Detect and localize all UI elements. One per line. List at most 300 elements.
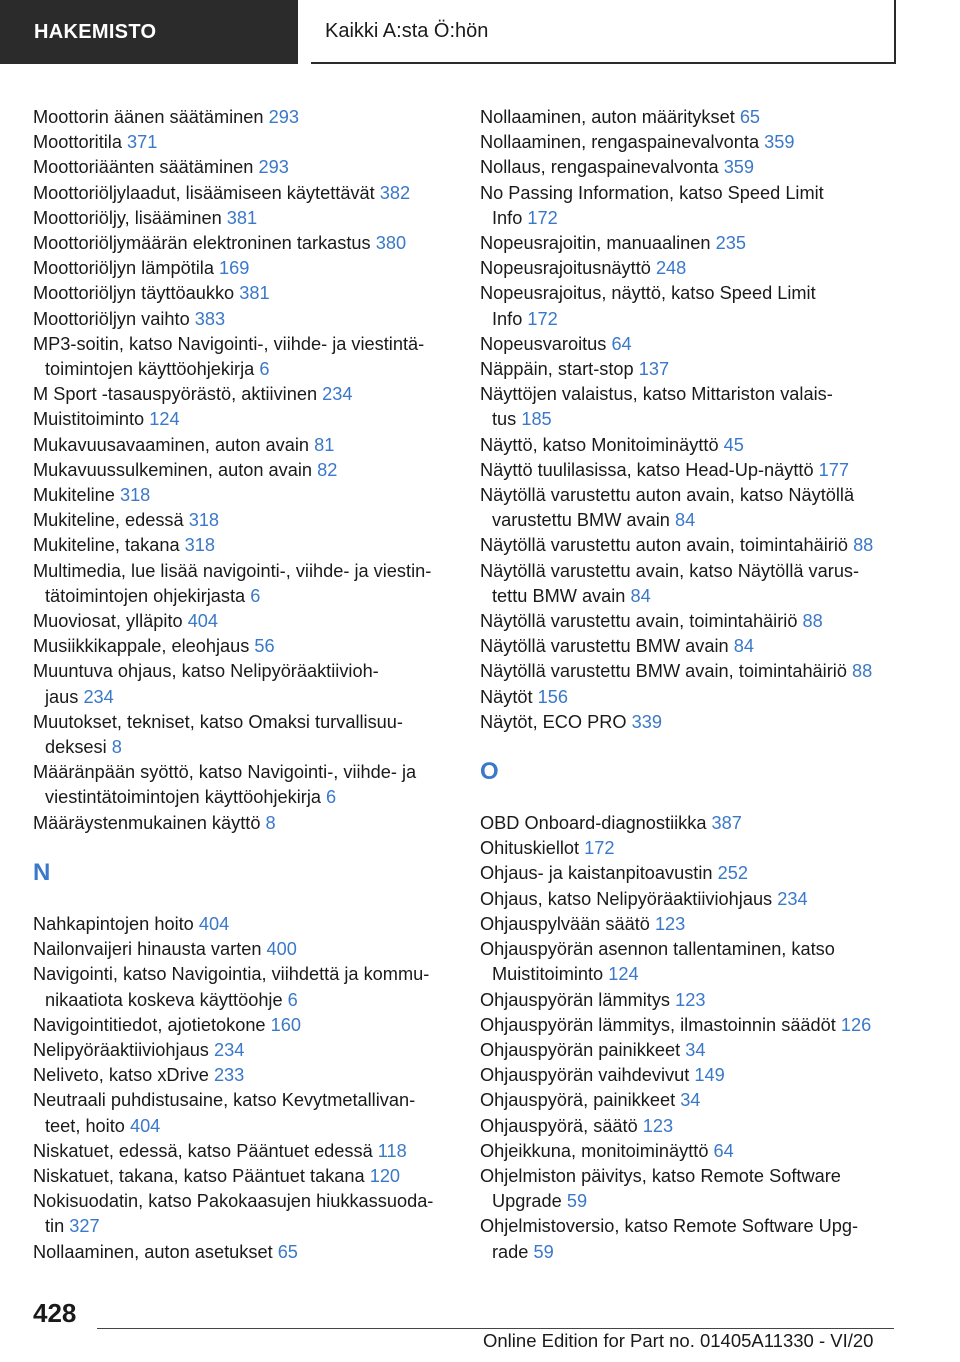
page-reference-link[interactable]: 123	[675, 989, 706, 1010]
page-reference-link[interactable]: 235	[715, 233, 746, 254]
index-entry-text: Näyttö tuulilasissa, katso Head-Up-näyttö	[480, 459, 814, 480]
index-entry	[480, 1013, 920, 1038]
index-entry-text: Nollaaminen, auton määritykset	[480, 107, 735, 127]
page-reference-link[interactable]: 382	[379, 182, 411, 203]
index-entry-text: Ohjauspyörän vaihdevivut	[480, 1065, 690, 1086]
entry-line-wrapper	[33, 1141, 407, 1161]
index-entry	[33, 710, 458, 760]
entry-line-wrapper	[33, 107, 299, 127]
page-reference-link[interactable]: 56	[254, 636, 275, 657]
entry-line-wrapper	[33, 939, 297, 959]
entry-line-wrapper	[33, 233, 406, 253]
entry-line-wrapper	[33, 636, 275, 656]
entry-line-wrapper	[480, 307, 920, 332]
index-entry-continuation: tus	[492, 409, 517, 430]
index-entry	[480, 1063, 920, 1088]
index-entry-text: Nailonvaijeri hinausta varten	[33, 939, 262, 960]
index-entry-text: Navigointitiedot, ajotietokone	[33, 1014, 266, 1035]
page-reference-link[interactable]: 359	[764, 132, 795, 153]
entry-line-wrapper	[33, 1214, 458, 1239]
index-entry-text: Nollaaminen, auton asetukset	[33, 1241, 273, 1262]
index-entry	[480, 483, 920, 533]
index-entry	[33, 130, 458, 155]
entry-line-wrapper	[480, 535, 873, 555]
page-reference-link[interactable]: 172	[527, 207, 558, 228]
index-entry-text: Nopeusrajoitusnäyttö	[480, 258, 651, 279]
index-entry-text: Mukiteline	[33, 485, 115, 506]
index-entry	[480, 1038, 920, 1063]
index-entry-text: Mukavuussulkeminen, auton avain	[33, 459, 313, 480]
index-entry-continuation: deksesi	[45, 737, 107, 758]
index-entry-text: Muistitoiminto	[33, 409, 145, 430]
index-entry	[480, 609, 920, 634]
page-reference-link[interactable]: 137	[638, 359, 670, 380]
index-entry	[480, 231, 920, 256]
page-reference-link[interactable]: 124	[149, 409, 180, 430]
page-number: 428	[33, 1298, 77, 1328]
index-entry-continuation: nikaatiota koskeva käyttöohje	[45, 989, 283, 1010]
entry-line-wrapper	[33, 435, 334, 455]
page-reference-link[interactable]: 59	[566, 1191, 588, 1212]
index-entry-text: MP3-soitin, katso Navigointi-, viihde- ja viestintä-	[33, 333, 425, 354]
index-entry	[33, 559, 458, 609]
index-entry-continuation: toimintojen käyttöohjekirja	[45, 359, 255, 380]
index-entry-continuation: teet, hoito	[45, 1115, 125, 1136]
page-reference-link[interactable]: 84	[674, 510, 696, 531]
entry-line-wrapper	[480, 460, 849, 480]
page-reference-link[interactable]: 381	[226, 207, 258, 228]
page-reference-link[interactable]: 81	[314, 434, 335, 455]
page-reference-link[interactable]: 84	[630, 585, 651, 606]
index-entry	[33, 256, 458, 281]
entry-line-wrapper	[33, 384, 352, 404]
index-entry-text: Mukavuusavaaminen, auton avain	[33, 434, 310, 455]
index-entry-text: Ohjauspyörä, painikkeet	[480, 1090, 676, 1111]
index-entry-continuation: Muistitoiminto	[492, 964, 604, 985]
index-entry	[480, 937, 920, 987]
entry-line-wrapper	[33, 357, 458, 382]
entry-line-wrapper	[33, 1040, 244, 1060]
page-reference-link[interactable]: 118	[377, 1140, 407, 1161]
index-entry-text: OBD Onboard-diagnostiikka	[480, 813, 707, 834]
index-letter-heading: N	[33, 858, 51, 886]
entry-line-wrapper	[480, 1040, 705, 1060]
index-entry-text: Moottoriäänten säätäminen	[33, 157, 254, 178]
index-entry	[33, 962, 458, 1012]
entry-line-wrapper	[480, 687, 568, 707]
index-entry-text: Neliveto, katso xDrive	[33, 1065, 209, 1086]
index-entry-text: Muuntuva ohjaus, katso Nelipyöräaktiivioh-	[33, 661, 379, 682]
section-title: Kaikki A:sta Ö:hön	[311, 0, 896, 64]
entry-line-wrapper	[480, 1141, 734, 1161]
page-reference-link[interactable]: 293	[258, 157, 289, 178]
entry-line-wrapper	[33, 1015, 301, 1035]
page-reference-link[interactable]: 404	[187, 611, 219, 632]
index-entry	[33, 1063, 458, 1088]
entry-line-wrapper	[33, 460, 337, 480]
index-entry-continuation: Info	[492, 207, 523, 228]
entry-line-wrapper	[480, 1015, 871, 1035]
footer-divider	[97, 1328, 894, 1329]
index-entry	[480, 912, 920, 937]
page-reference-link[interactable]: 400	[266, 939, 297, 960]
entry-line-wrapper	[33, 785, 458, 810]
entry-line-wrapper	[33, 914, 229, 934]
index-entry-text: Ohjaus, katso Nelipyöräaktiiviohjaus	[480, 888, 773, 909]
index-entry	[480, 1164, 920, 1214]
index-entry-text: Näytöllä varustettu BMW avain, toimintahäiriö	[480, 661, 847, 682]
entry-line-wrapper	[33, 183, 410, 203]
index-entry-text: Moottoriöljy, lisääminen	[33, 207, 222, 228]
page-reference-link[interactable]: 84	[733, 636, 754, 657]
page-reference-link[interactable]: 359	[723, 157, 755, 178]
entry-line-wrapper	[33, 1166, 400, 1186]
index-entry	[480, 281, 920, 331]
entry-line-wrapper	[480, 889, 808, 909]
index-entry	[480, 256, 920, 281]
entry-line-wrapper	[480, 359, 669, 379]
page-reference-link[interactable]: 64	[611, 333, 632, 354]
index-entry-continuation: tettu BMW avain	[492, 585, 626, 606]
index-entry	[33, 206, 458, 231]
index-entry-text: Näytöllä varustettu BMW avain	[480, 636, 729, 657]
index-entry-text: Ohjeikkuna, monitoiminäyttö	[480, 1140, 709, 1161]
page-reference-link[interactable]: 124	[608, 964, 639, 985]
page-reference-link[interactable]: 371	[127, 132, 158, 153]
index-entry	[33, 1164, 458, 1189]
page-reference-link[interactable]: 34	[685, 1039, 706, 1060]
entry-line-wrapper	[480, 990, 705, 1010]
index-entry-text: Nollaus, rengaspainevalvonta	[480, 157, 719, 178]
entry-line-wrapper	[480, 107, 760, 127]
page-reference-link[interactable]: 172	[584, 838, 615, 859]
entry-line-wrapper	[33, 283, 270, 303]
footer-edition-text: Online Edition for Part no. 01405A11330 - VI/20	[483, 1330, 874, 1351]
index-entry-text: Moottoriöljymäärän elektroninen tarkastus	[33, 233, 371, 254]
index-entry-text: Näytöt	[480, 686, 533, 707]
index-entry	[33, 1240, 458, 1265]
index-entry	[33, 181, 458, 206]
index-entry-text: Navigointi, katso Navigointia, viihdettä ja kommu-	[33, 964, 430, 985]
index-entry-text: Ohjauspyörä, säätö	[480, 1115, 638, 1136]
index-entry	[480, 811, 920, 836]
index-entry	[480, 634, 920, 659]
index-entry-text: Nopeusvaroitus	[480, 333, 607, 354]
index-entry-text: Ohjauspyörän lämmitys, ilmastoinnin säädöt	[480, 1014, 836, 1035]
page-reference-link[interactable]: 172	[527, 308, 558, 329]
page-reference-link[interactable]: 65	[277, 1241, 298, 1262]
index-entry	[33, 307, 458, 332]
index-entry	[33, 483, 458, 508]
page-reference-link[interactable]: 234	[322, 384, 353, 405]
index-entry-text: Moottoriöljyn vaihto	[33, 308, 190, 329]
index-entry-continuation: viestintätoimintojen käyttöohjekirja	[45, 787, 321, 808]
index-entry-text: Näytöllä varustettu auton avain, toimintahäiriö	[480, 535, 848, 556]
index-entry	[33, 912, 458, 937]
index-entry	[480, 988, 920, 1013]
index-entry-text: Ohjaus- ja kaistanpitoavustin	[480, 863, 713, 884]
index-entry-text: Multimedia, lue lisää navigointi-, viihde- ja viestin-	[33, 560, 432, 581]
index-letter-heading: O	[480, 758, 499, 786]
index-entry	[480, 433, 920, 458]
page-reference-link[interactable]: 381	[239, 283, 270, 304]
index-entry	[33, 1189, 458, 1239]
page-reference-link[interactable]: 234	[213, 1039, 245, 1060]
index-entry-text: Mukiteline, edessä	[33, 510, 184, 531]
index-entry-text: Moottorin äänen säätäminen	[33, 107, 264, 127]
index-entry	[480, 836, 920, 861]
entry-line-wrapper	[480, 611, 823, 631]
index-entry	[33, 407, 458, 432]
page-reference-link[interactable]: 293	[268, 107, 299, 127]
entry-line-wrapper	[480, 258, 686, 278]
entry-line-wrapper	[33, 988, 458, 1013]
index-entry	[33, 231, 458, 256]
entry-line-wrapper	[33, 132, 157, 152]
entry-line-wrapper	[33, 1114, 458, 1139]
index-entry-text: Ohjauspyörän asennon tallentaminen, katso	[480, 939, 835, 960]
index-entry-text: Muutokset, tekniset, katso Omaksi turvallisuu-	[33, 711, 403, 732]
page-reference-link[interactable]: 327	[69, 1216, 100, 1237]
index-entry	[33, 937, 458, 962]
index-entry-text: M Sport -tasauspyörästö, aktiivinen	[33, 384, 318, 405]
index-entry	[480, 1214, 920, 1264]
entry-line-wrapper	[480, 584, 920, 609]
index-entry-text: Näyttö, katso Monitoiminäyttö	[480, 434, 719, 455]
page-reference-link[interactable]: 45	[723, 434, 744, 455]
entry-line-wrapper	[33, 485, 150, 505]
page-reference-link[interactable]: 65	[739, 107, 761, 127]
index-entry	[33, 533, 458, 558]
page-reference-link[interactable]: 8	[111, 737, 122, 758]
page-reference-link[interactable]: 126	[840, 1014, 872, 1035]
page-reference-link[interactable]: 233	[213, 1065, 245, 1086]
page-reference-link[interactable]: 339	[631, 711, 662, 732]
page-reference-link[interactable]: 6	[259, 359, 270, 380]
index-entry	[33, 382, 458, 407]
index-entry	[480, 685, 920, 710]
page-reference-link[interactable]: 177	[818, 459, 850, 480]
entry-line-wrapper	[480, 132, 794, 152]
entry-line-wrapper	[480, 334, 632, 354]
index-entry-text: Näytöllä varustettu avain, toimintahäiriö	[480, 611, 798, 632]
index-entry	[480, 155, 920, 180]
index-entry-text: Moottoriöljyn täyttöaukko	[33, 283, 235, 304]
entry-line-wrapper	[480, 1189, 920, 1214]
index-entry	[33, 155, 458, 180]
index-entry	[480, 887, 920, 912]
index-entry-text: Ohjauspyörän lämmitys	[480, 989, 671, 1010]
index-entry	[33, 1088, 458, 1138]
index-entry	[480, 382, 920, 432]
index-entry-text: No Passing Information, katso Speed Limit	[480, 182, 824, 203]
entry-line-wrapper	[480, 206, 920, 231]
index-entry-text: Niskatuet, edessä, katso Pääntuet edessä	[33, 1140, 373, 1161]
entry-line-wrapper	[33, 535, 215, 555]
index-entry-text: Näytöt, ECO PRO	[480, 711, 627, 732]
index-entry	[33, 458, 458, 483]
page-reference-link[interactable]: 404	[129, 1115, 161, 1136]
page-reference-link[interactable]: 64	[713, 1140, 734, 1161]
section-tab: HAKEMISTO	[0, 0, 298, 64]
page-reference-link[interactable]: 6	[250, 585, 261, 606]
entry-line-wrapper	[480, 1065, 725, 1085]
page-reference-link[interactable]: 34	[680, 1090, 701, 1111]
page-reference-link[interactable]: 234	[83, 686, 114, 707]
index-entry	[480, 332, 920, 357]
page-reference-link[interactable]: 404	[198, 913, 230, 934]
index-entry-text: Moottoriöljyn lämpötila	[33, 258, 214, 279]
entry-line-wrapper	[33, 813, 276, 833]
page-reference-link[interactable]: 6	[287, 989, 298, 1010]
index-entry	[480, 130, 920, 155]
index-entry	[480, 458, 920, 483]
index-entry	[480, 1139, 920, 1164]
index-entry	[33, 281, 458, 306]
entry-line-wrapper	[33, 157, 289, 177]
entry-line-wrapper	[33, 1242, 298, 1262]
page-reference-link[interactable]: 123	[642, 1115, 674, 1136]
entry-line-wrapper	[33, 1065, 244, 1085]
entry-line-wrapper	[480, 914, 685, 934]
index-entry-text: Näppäin, start-stop	[480, 359, 634, 380]
index-entry-text: Nokisuodatin, katso Pakokaasujen hiukkassuoda-	[33, 1191, 434, 1212]
index-entry-text: Ohjauspyörän painikkeet	[480, 1039, 681, 1060]
entry-line-wrapper	[33, 685, 458, 710]
index-entry-continuation: Upgrade	[492, 1191, 562, 1212]
index-entry-continuation: varustettu BMW avain	[492, 510, 670, 531]
index-entry	[33, 1139, 458, 1164]
entry-line-wrapper	[480, 233, 746, 253]
index-entry-text: Moottoriöljylaadut, lisäämiseen käytettävät	[33, 182, 375, 203]
index-entry-text: Näytöllä varustettu avain, katso Näytöllä varus-	[480, 560, 860, 581]
index-entry	[480, 1114, 920, 1139]
index-entry	[480, 710, 920, 735]
entry-line-wrapper	[480, 1090, 700, 1110]
index-entry	[480, 1088, 920, 1113]
index-entry	[480, 105, 920, 130]
index-entry-text: Nopeusrajoitus, näyttö, katso Speed Limit	[480, 283, 816, 304]
entry-line-wrapper	[33, 611, 218, 631]
index-entry	[480, 181, 920, 231]
index-entry-text: Neutraali puhdistusaine, katso Kevytmetallivan-	[33, 1090, 416, 1111]
index-entry-text: Nopeusrajoitin, manuaalinen	[480, 233, 711, 254]
entry-line-wrapper	[33, 409, 180, 429]
index-column-left	[33, 105, 458, 1265]
entry-line-wrapper	[33, 309, 225, 329]
page-reference-link[interactable]: 88	[853, 535, 874, 556]
page-reference-link[interactable]: 8	[265, 812, 276, 833]
entry-line-wrapper	[480, 157, 754, 177]
page-reference-link[interactable]: 120	[369, 1165, 401, 1186]
index-entry-text: Määräystenmukainen käyttö	[33, 812, 261, 833]
page-reference-link[interactable]: 318	[188, 510, 220, 531]
index-entry	[33, 332, 458, 382]
index-entry	[33, 659, 458, 709]
entry-line-wrapper	[480, 712, 662, 732]
index-entry	[33, 609, 458, 634]
index-entry	[33, 811, 458, 836]
index-entry	[480, 659, 920, 684]
index-entry	[480, 559, 920, 609]
index-column-right	[480, 105, 920, 1265]
page-reference-link[interactable]: 318	[119, 485, 151, 506]
index-entry	[33, 760, 458, 810]
page-reference-link[interactable]: 59	[533, 1241, 554, 1262]
index-entry-text: Ohjelmiston päivitys, katso Remote Software	[480, 1165, 841, 1186]
entry-line-wrapper	[480, 1240, 920, 1265]
index-entry	[480, 357, 920, 382]
index-entry-text: Näytöllä varustettu auton avain, katso Näytöllä	[480, 485, 855, 506]
index-entry-text: Nollaaminen, rengaspainevalvonta	[480, 132, 760, 153]
page-reference-link[interactable]: 234	[777, 888, 808, 909]
page-reference-link[interactable]: 6	[326, 787, 337, 808]
index-entry-text: Musiikkikappale, eleohjaus	[33, 636, 250, 657]
entry-line-wrapper	[33, 208, 257, 228]
index-entry-text: Moottoritila	[33, 132, 122, 153]
page-reference-link[interactable]: 88	[852, 661, 873, 682]
page-reference-link[interactable]: 82	[317, 459, 338, 480]
index-entry	[33, 1013, 458, 1038]
index-entry-text: Ohjauspylvään säätö	[480, 913, 650, 934]
index-entry	[480, 533, 920, 558]
index-entry-continuation: tätoimintojen ohjekirjasta	[45, 585, 246, 606]
index-entry-text: Nahkapintojen hoito	[33, 913, 194, 934]
page-reference-link[interactable]: 169	[219, 258, 250, 279]
index-entry	[480, 861, 920, 886]
page-reference-link[interactable]: 160	[270, 1014, 301, 1035]
entry-line-wrapper	[480, 661, 872, 681]
index-entry-continuation: rade	[492, 1241, 529, 1262]
page-reference-link[interactable]: 185	[521, 409, 552, 430]
page-reference-link[interactable]: 252	[717, 863, 748, 884]
index-entry	[33, 634, 458, 659]
entry-line-wrapper	[480, 838, 615, 858]
page-reference-link[interactable]: 156	[537, 686, 568, 707]
page-reference-link[interactable]: 383	[194, 308, 226, 329]
index-entry	[33, 1038, 458, 1063]
index-entry-text: Mukiteline, takana	[33, 535, 180, 556]
entry-line-wrapper	[33, 510, 219, 530]
index-entry-text: Ohituskiellot	[480, 838, 580, 859]
index-entry-text: Niskatuet, takana, katso Pääntuet takana	[33, 1165, 365, 1186]
entry-line-wrapper	[480, 435, 744, 455]
entry-line-wrapper	[480, 1116, 673, 1136]
entry-line-wrapper	[33, 735, 458, 760]
entry-line-wrapper	[480, 962, 920, 987]
page-reference-link[interactable]: 318	[184, 535, 216, 556]
index-entry-continuation: Info	[492, 308, 523, 329]
index-entry-continuation: tin	[45, 1216, 65, 1237]
page-reference-link[interactable]: 248	[655, 258, 687, 279]
index-entry	[33, 433, 458, 458]
index-entry-text: Nelipyöräaktiiviohjaus	[33, 1039, 209, 1060]
page-reference-link[interactable]: 88	[802, 611, 823, 632]
index-entry-text: Näyttöjen valaistus, katso Mittariston valais-	[480, 384, 833, 405]
index-entry	[33, 105, 458, 130]
entry-line-wrapper	[480, 863, 748, 883]
page-reference-link[interactable]: 380	[375, 233, 407, 254]
entry-line-wrapper	[480, 407, 920, 432]
page-reference-link[interactable]: 387	[711, 813, 742, 834]
index-entry-continuation: jaus	[45, 686, 79, 707]
page-reference-link[interactable]: 149	[694, 1065, 725, 1086]
entry-line-wrapper	[33, 584, 458, 609]
entry-line-wrapper	[480, 636, 754, 656]
page-reference-link[interactable]: 123	[654, 913, 686, 934]
index-entry-text: Ohjelmistoversio, katso Remote Software Upg-	[480, 1216, 859, 1237]
entry-line-wrapper	[480, 813, 742, 833]
